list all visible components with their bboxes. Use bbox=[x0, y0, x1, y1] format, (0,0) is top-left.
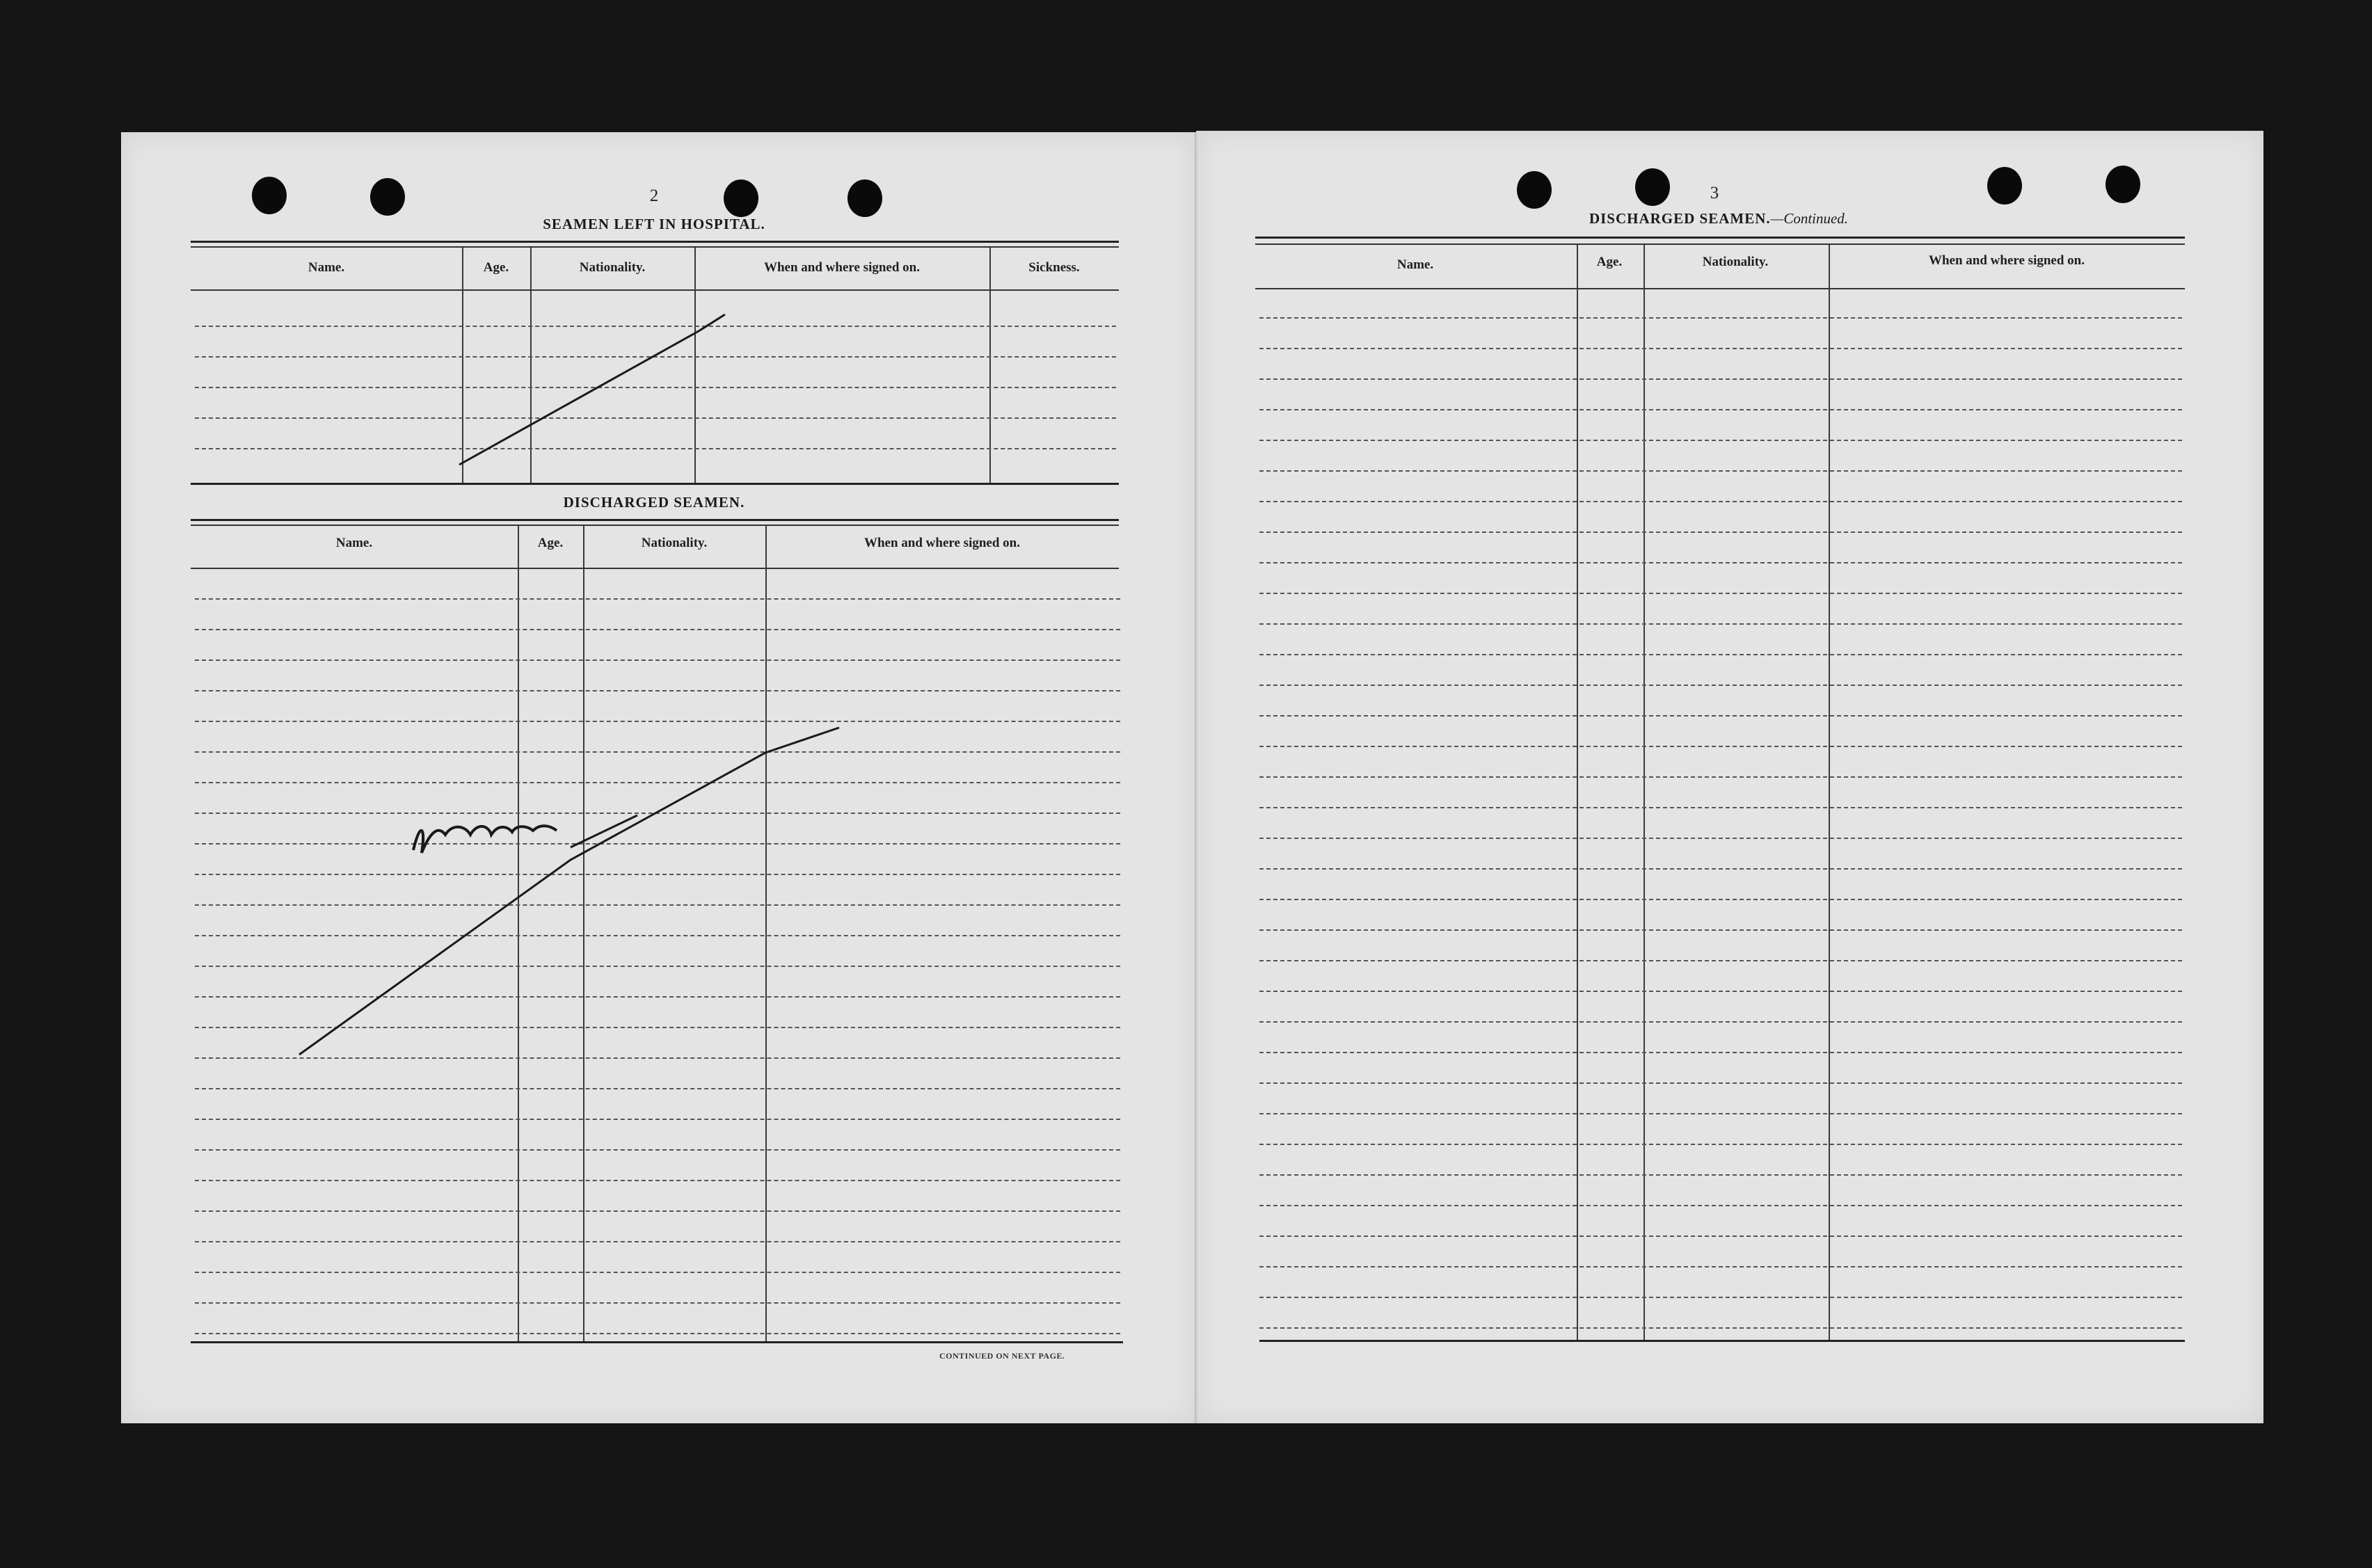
row-line bbox=[195, 1057, 1120, 1059]
discharged-col-divider bbox=[518, 526, 519, 1341]
row-line bbox=[1259, 654, 2182, 655]
row-line bbox=[195, 1210, 1120, 1212]
discharged-col-name: Name. bbox=[335, 536, 373, 550]
row-line bbox=[1259, 378, 2182, 380]
row-line bbox=[195, 935, 1120, 936]
discharged-col-divider bbox=[765, 526, 767, 1341]
row-line bbox=[1259, 440, 2182, 441]
row-line bbox=[195, 1241, 1120, 1242]
right-col-signed-on: When and where signed on. bbox=[1928, 253, 2085, 268]
right-table-header-rule bbox=[1255, 288, 2185, 289]
row-line bbox=[1259, 838, 2182, 839]
row-line bbox=[1259, 715, 2182, 717]
row-line bbox=[1259, 501, 2182, 502]
discharged-continued-title bbox=[1503, 210, 1934, 227]
hospital-row-line bbox=[195, 417, 1116, 419]
row-line bbox=[1259, 1205, 2182, 1206]
row-line bbox=[1259, 776, 2182, 778]
discharged-table-bottom-rule bbox=[191, 1341, 1123, 1343]
row-line bbox=[1259, 593, 2182, 594]
discharged-col-age: Age. bbox=[537, 536, 564, 550]
punch-hole bbox=[847, 179, 882, 217]
row-line bbox=[195, 659, 1120, 661]
hospital-row-line bbox=[195, 326, 1116, 327]
row-line bbox=[195, 1027, 1120, 1028]
row-line bbox=[195, 629, 1120, 630]
row-line bbox=[1259, 531, 2182, 533]
row-line bbox=[1259, 899, 2182, 900]
page-number: 2 bbox=[649, 186, 659, 205]
row-line bbox=[195, 904, 1120, 906]
hospital-row-line bbox=[195, 387, 1116, 388]
row-line bbox=[1259, 929, 2182, 931]
hospital-table-top-rule bbox=[191, 241, 1119, 243]
hospital-table-top-rule-2 bbox=[191, 246, 1119, 248]
row-line bbox=[195, 813, 1120, 814]
row-line bbox=[1259, 562, 2182, 563]
row-line bbox=[195, 996, 1120, 998]
row-line bbox=[1259, 317, 2182, 319]
hospital-col-name: Name. bbox=[308, 260, 345, 275]
discharged-continued-title-main: DISCHARGED SEAMEN. bbox=[1589, 210, 1771, 227]
hospital-col-signed-on: When and where signed on. bbox=[763, 260, 920, 275]
row-line bbox=[1259, 348, 2182, 349]
hospital-table-bottom-rule bbox=[191, 483, 1119, 485]
discharged-table-header-rule bbox=[191, 568, 1119, 569]
punch-hole bbox=[1517, 171, 1552, 209]
row-line bbox=[1259, 807, 2182, 808]
row-line bbox=[1259, 1327, 2182, 1329]
punch-hole bbox=[1987, 167, 2022, 205]
page-fold bbox=[1195, 132, 1197, 1423]
row-line bbox=[1259, 746, 2182, 747]
right-col-age: Age. bbox=[1596, 255, 1623, 269]
row-line bbox=[195, 782, 1120, 783]
row-line bbox=[1259, 685, 2182, 686]
row-line bbox=[195, 1180, 1120, 1181]
row-line bbox=[195, 598, 1120, 600]
hospital-col-sickness: Sickness. bbox=[1028, 260, 1080, 275]
row-line bbox=[1259, 623, 2182, 625]
row-line bbox=[1259, 1144, 2182, 1145]
discharged-col-divider bbox=[583, 526, 584, 1341]
row-line bbox=[1259, 1021, 2182, 1023]
right-table-bottom-rule bbox=[1259, 1340, 2185, 1342]
continued-note: CONTINUED ON NEXT PAGE. bbox=[939, 1351, 1065, 1361]
discharged-table-top-rule bbox=[191, 519, 1119, 521]
hospital-row-line bbox=[195, 448, 1116, 449]
row-line bbox=[1259, 409, 2182, 410]
row-line bbox=[1259, 1266, 2182, 1267]
page-number: 3 bbox=[1710, 184, 1719, 202]
row-line bbox=[195, 1119, 1120, 1120]
hospital-section-title: SEAMEN LEFT IN HOSPITAL. bbox=[543, 216, 765, 232]
discharged-col-nationality: Nationality. bbox=[641, 536, 708, 550]
right-col-nationality: Nationality. bbox=[1702, 255, 1769, 269]
row-line bbox=[1259, 991, 2182, 992]
discharged-continued-suffix: —Continued. bbox=[1770, 210, 1849, 227]
row-line bbox=[1259, 1052, 2182, 1053]
hospital-table-header-rule bbox=[191, 289, 1119, 291]
row-line bbox=[195, 1302, 1120, 1304]
right-table-top-rule-2 bbox=[1255, 243, 2185, 245]
discharged-col-signed-on: When and where signed on. bbox=[863, 536, 1020, 550]
discharged-section-title: DISCHARGED SEAMEN. bbox=[563, 494, 745, 511]
hospital-row-line bbox=[195, 356, 1116, 358]
row-line bbox=[195, 1272, 1120, 1273]
row-line bbox=[195, 966, 1120, 967]
punch-hole bbox=[2106, 166, 2140, 203]
row-line bbox=[195, 690, 1120, 691]
row-line bbox=[1259, 1082, 2182, 1084]
row-line bbox=[195, 874, 1120, 875]
row-line bbox=[1259, 1174, 2182, 1176]
punch-hole bbox=[252, 177, 287, 214]
row-line bbox=[195, 1088, 1120, 1089]
punch-hole bbox=[724, 179, 758, 217]
hospital-col-nationality: Nationality. bbox=[579, 260, 646, 275]
row-line bbox=[1259, 960, 2182, 961]
row-line bbox=[1259, 1235, 2182, 1237]
row-line bbox=[1259, 1297, 2182, 1298]
punch-hole bbox=[1635, 168, 1670, 206]
right-col-name: Name. bbox=[1396, 257, 1434, 272]
row-line bbox=[1259, 868, 2182, 870]
discharged-table-top-rule-2 bbox=[191, 525, 1119, 526]
row-line bbox=[195, 1333, 1120, 1334]
hospital-col-age: Age. bbox=[483, 260, 509, 275]
punch-hole bbox=[370, 178, 405, 216]
row-line bbox=[1259, 470, 2182, 472]
row-line bbox=[195, 721, 1120, 722]
row-line bbox=[1259, 1113, 2182, 1114]
right-table-top-rule bbox=[1255, 237, 2185, 239]
row-line bbox=[195, 751, 1120, 753]
row-line bbox=[195, 1149, 1120, 1151]
row-line bbox=[195, 843, 1120, 845]
